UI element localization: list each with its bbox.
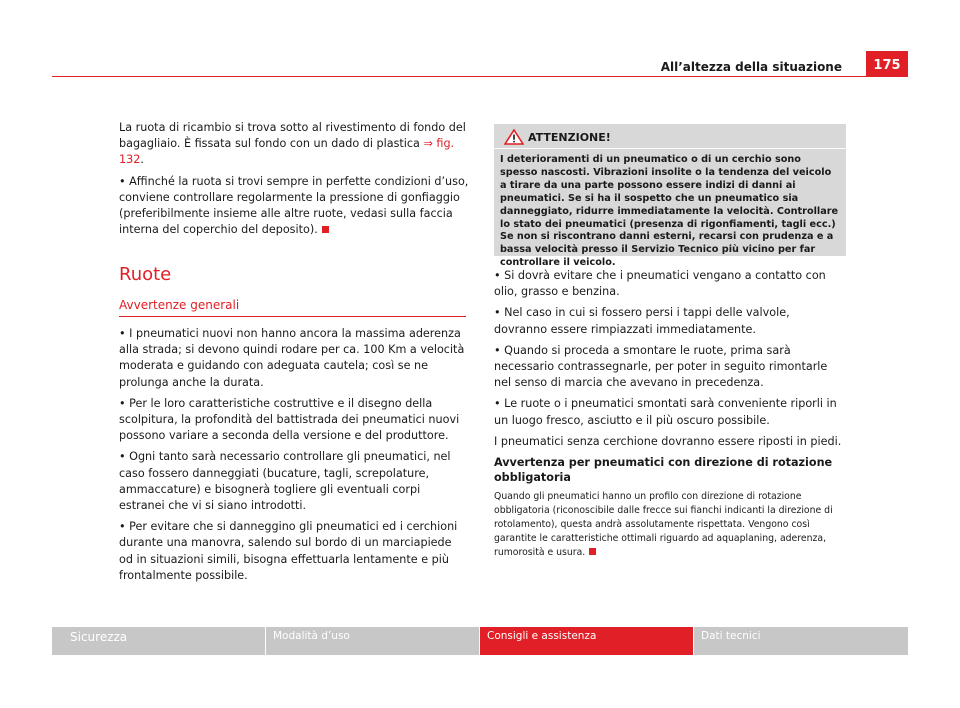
rotation-subheading: Avvertenza per pneumatici con direzione di rotazione obbligatoria bbox=[494, 456, 833, 485]
running-header-title: All’altezza della situazione bbox=[660, 60, 842, 74]
intro-paragraph bbox=[119, 120, 469, 169]
bullet-item: • Per le loro caratteristiche costruttive e il disegno della scolpitura, la profondità del battistrada dei pneumatici nuovi possono variare a seconda della versione e del produttore. bbox=[119, 396, 460, 443]
end-of-section-marker bbox=[589, 548, 596, 555]
section-title: Ruote bbox=[119, 264, 172, 285]
figure-link[interactable]: fig. 132 bbox=[119, 137, 455, 167]
section-subtitle: Avvertenze generali bbox=[119, 298, 240, 312]
warning-triangle-icon bbox=[504, 129, 524, 145]
tab-modalita-uso[interactable]: Modalità d’uso bbox=[266, 627, 479, 655]
warning-header bbox=[494, 124, 846, 149]
figure-arrow: ⇒ bbox=[423, 137, 433, 151]
bullet-item: • Si dovrà evitare che i pneumatici vengano a contatto con olio, grasso e benzina. bbox=[494, 269, 826, 299]
tab-consigli-assistenza[interactable]: Consigli e assistenza bbox=[480, 627, 693, 655]
tab-sicurezza[interactable]: Sicurezza bbox=[52, 627, 265, 655]
rotation-note bbox=[494, 490, 846, 560]
intro-block bbox=[119, 120, 469, 243]
intro-text: La ruota di ricambio si trova sotto al rivestimento di fondo del bagagliaio. È fissata sul fondo con un dado di plastica bbox=[119, 121, 466, 151]
right-column bbox=[494, 268, 846, 561]
intro-period: . bbox=[140, 153, 144, 167]
tab-dati-tecnici[interactable]: Dati tecnici bbox=[694, 627, 908, 655]
intro-bullet-text: • Affinché la ruota si trovi sempre in perfette condizioni d’uso, conviene controllare regolarmente la pressione di gonfiaggio (preferibilmente insieme alle altre ruote, vedasi sulla faccia interna del coperchio del deposito). bbox=[119, 174, 469, 237]
bullet-item: • Le ruote o i pneumatici smontati sarà conveniente riporli in un luogo fresco, asciutto e il più oscuro possibile. bbox=[494, 397, 837, 427]
rotation-note-text: Quando gli pneumatici hanno un profilo con direzione di rotazione obbligatoria (riconoscibile dalle frecce sui fianchi indicanti la direzione di rotolamento), questa andrà assolutamente rispettata. Vengono così garantite le caratteristiche ottimali riguardo ad aquaplaning, aderenza, rumorosità e usura. bbox=[494, 491, 833, 559]
subtitle-rule bbox=[119, 316, 466, 317]
warning-box bbox=[494, 124, 846, 269]
bullet-item: • Quando si proceda a smontare le ruote, prima sarà necessario contrassegnarle, per poter in seguito rimontarle nel senso di marcia che avevano in precedenza. bbox=[494, 343, 828, 390]
warning-body: I deterioramenti di un pneumatico o di un cerchio sono spesso nascosti. Vibrazioni insolite o la tendenza del veicolo a tirare da una parte possono essere indizi di danni ai pneumatici. Se si ha il sospetto che un pneumatico sia danneggiato, ridurre immediatamente la velocità. Controllare lo stato dei pneumatici (presenza di rigonfiamenti, tagli ecc.) Se non si riscontrano danni esterni, recarsi con prudenza e a bassa velocità presso il Servizio Tecnico più vicino per far controllare il veicolo. bbox=[500, 154, 839, 269]
bullet-item: • Nel caso in cui si fossero persi i tappi delle valvole, dovranno essere rimpiazzati immediatamente. bbox=[494, 306, 790, 336]
bullet-item: • Per evitare che si danneggino gli pneumatici ed i cerchioni durante una manovra, salendo sul bordo di un marciapiede od in situazioni simili, bisogna effettuarla lentamente e più frontalmente possibile. bbox=[119, 520, 458, 582]
plain-paragraph: I pneumatici senza cerchione dovranno essere riposti in piedi. bbox=[494, 434, 842, 448]
intro-bullet bbox=[119, 174, 469, 239]
section-bullets bbox=[119, 326, 469, 589]
page-number: 175 bbox=[866, 51, 908, 77]
bullet-item: • Ogni tanto sarà necessario controllare gli pneumatici, nel caso fossero danneggiati (bucature, tagli, screpolature, ammaccature) e bisognerà togliere gli eventuali corpi estranei che vi si siano introdotti. bbox=[119, 450, 451, 513]
end-of-section-marker bbox=[322, 226, 329, 233]
footer-nav bbox=[52, 627, 908, 655]
bullet-item: • I pneumatici nuovi non hanno ancora la massima aderenza alla strada; si devono quindi rodare per ca. 100 Km a velocità moderata e guidando con adeguata cautela; così se ne prolunga anche la durata. bbox=[119, 327, 465, 389]
warning-title: ATTENZIONE! bbox=[528, 131, 611, 144]
header-rule bbox=[52, 76, 908, 77]
